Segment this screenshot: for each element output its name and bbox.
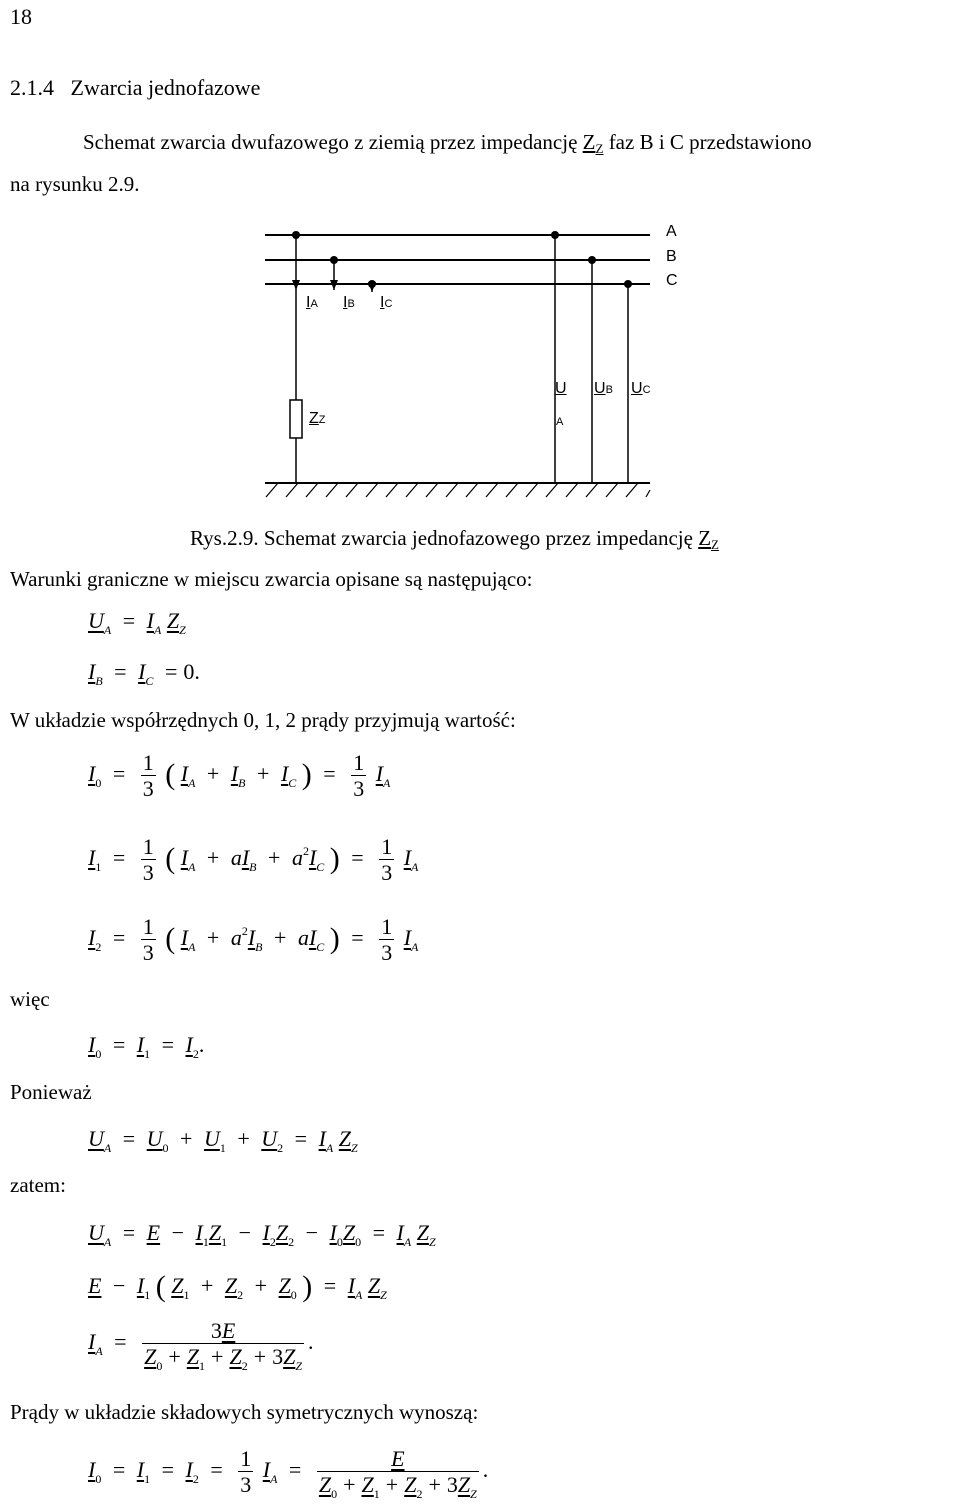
eq-i1: $I_1$ = $\frac{1}{3}$ ( $I_A + aI_B + a^2I_C$ ) = $\frac{1}{3}$ $I_A$ [88,834,419,886]
eq-i2: $I_2$ = $\frac{1}{3}$ ( $I_A + a^2I_B + aI_C$ ) = $\frac{1}{3}$ $I_A$ [88,914,419,966]
wiec-text: więc [10,987,50,1011]
voltage-label-b: UB [594,380,613,397]
eq-ia-result: $I_A$ = $\frac{3E}{Z_0 + Z_1 + Z_2 + 3Z_Z}$ . [88,1318,314,1374]
figure-caption: Rys.2.9. Schemat zwarcia jednofazowego przez impedancję ZZ [190,526,719,552]
voltage-label-c: UC [631,380,651,397]
phase-label-b: B [666,248,677,265]
fault-schematic [0,200,960,520]
eq-final: $I_0 = I_1 = I_2$ = $\frac{1}{3}$ $I_A$ = $\frac{E}{Z_0 + Z_1 + Z_2 + 3Z_Z}$ . [88,1446,489,1502]
voltage-label-a-sub: A [556,416,564,428]
eq-i0: $I_0$ = $\frac{1}{3}$ ( $I_A + I_B + I_C$ ) = $\frac{1}{3}$ $I_A$ [88,750,391,802]
intro-line-2: na rysunku 2.9. [10,172,140,196]
current-label-a: IA [306,294,318,311]
eq-ua-expanded: $U_A = E - I_1Z_1 - I_2Z_2 - I_0Z_0 = I_A$ $Z_Z$ [88,1220,436,1249]
eq-e-balance: $E - I_1$ ( $Z_1 + Z_2 + Z_0$ ) = $I_A$ $Z_Z$ [88,1270,387,1303]
phase-label-a: A [666,223,677,240]
voltage-label-a: U [555,380,567,397]
components-text: W układzie współrzędnych 0, 1, 2 prądy przyjmują wartość: [10,708,516,732]
eq-ua-sum: $U_A = U_0 + U_1 + U_2 = I_A$ $Z_Z$ [88,1126,358,1155]
eq-ib-ic: $I_B = I_C = 0$. [88,659,200,688]
poniewaz-text: Ponieważ [10,1080,92,1104]
phase-label-c: C [666,272,678,289]
final-text: Prądy w układzie składowych symetrycznych wynoszą: [10,1400,479,1424]
current-label-b: IB [343,294,355,311]
impedance-label: ZZ [309,410,326,427]
current-label-c: IC [380,294,393,311]
eq-i0-i1-i2: $I_0 = I_1 = I_2$. [88,1032,205,1061]
section-heading [10,75,260,101]
zatem-text: zatem: [10,1173,66,1197]
section-title: Zwarcia jednofazowe [70,75,261,100]
boundary-text: Warunki graniczne w miejscu zwarcia opisane są następująco: [10,567,533,591]
intro-line-1: Schemat zwarcia dwufazowego z ziemią przez impedancję ZZ faz B i C przedstawiono [83,130,812,156]
section-number: 2.1.4 [10,75,54,100]
page-number: 18 [10,4,32,29]
eq-ua: $U_A = I_A$ $Z_Z$ [88,608,186,637]
